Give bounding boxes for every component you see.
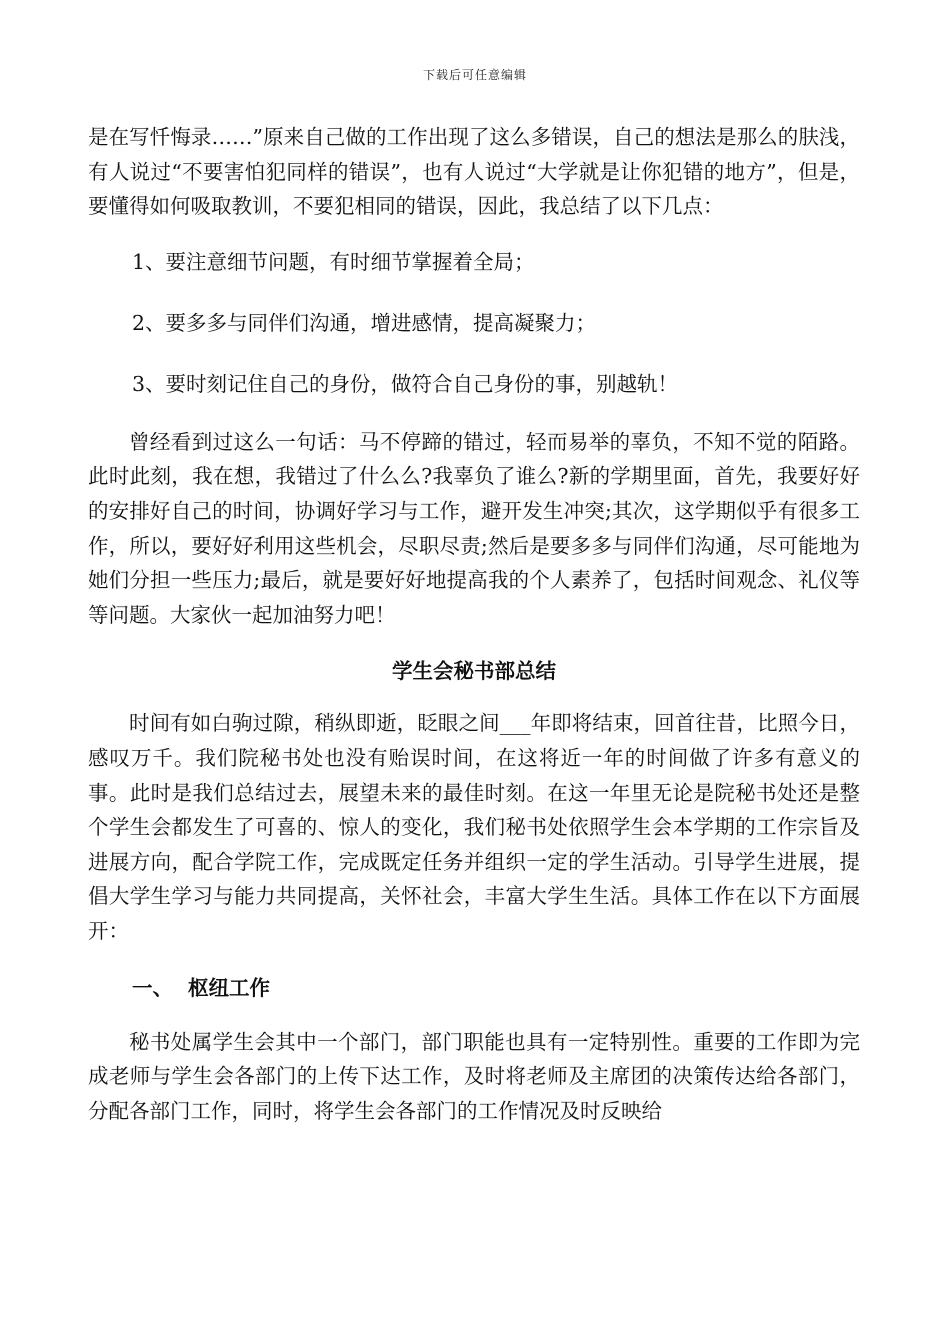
section-heading-hub-work [88, 971, 860, 1005]
paragraph-resolution: 曾经看到过这么一句话：马不停蹄的错过，轻而易举的辜负，不知不觉的陌路。此时此刻，我在想，我错过了什么么?我辜负了谁么?新的学期里面，首先，我要好好的安排好自己的时间，协调好学习与工作，避开发生冲突;其次，这学期似乎有很多工作，所以，要好好利用这些机会，尽职尽责;然后是要多多与同伴们沟通，尽可能地为她们分担一些压力;最后，就是要好好地提高我的个人素养了，包括时间观念、礼仪等等问题。大家伙一起加油努力吧！ [88, 429, 860, 627]
list-item-1: 1、要注意细节问题，有时细节掌握着全局； [132, 249, 535, 274]
paragraph-reflection: 是在写忏悔录……”原来自己做的工作出现了这么多错误，自己的想法是那么的肤浅，有人说过“不要害怕犯同样的错误”，也有人说过“大学就是让你犯错的地方”，但是，要懂得如何吸取教训，不要犯相同的错误，因此，我总结了以下几点： [88, 125, 860, 219]
paragraph-summary-intro: 时间有如白驹过隙，稍纵即逝，眨眼之间___年即将结束，回首往昔，比照今日，感叹万千。我们院秘书处也没有贻误时间，在这将近一年的时间做了许多有意义的事。此时是我们总结过去，展望未来的最佳时刻。在这一年里无论是院秘书处还是整个学生会都发生了可喜的、惊人的变化，我们秘书处依照学生会本学期的工作宗旨及进展方向，配合学院工作，完成既定任务并组织一定的学生活动。引导学生进展，提倡大学生学习与能力共同提高，关怀社会，丰富大学生生活。具体工作在以下方面展开： [88, 711, 860, 943]
list-item-3: 3、要时刻记住自己的身份，做符合自己身份的事，别越轨！ [132, 371, 679, 396]
document-body [88, 120, 860, 1128]
section-title: 学生会秘书部总结 [392, 659, 556, 684]
header-note: 下载后可任意编辑 [422, 68, 527, 82]
section-heading-label: 枢纽工作 [188, 975, 270, 1000]
list-item-2: 2、要多多与同伴们沟通，增进感情，提高凝聚力； [132, 310, 597, 335]
section-number: 一、 [132, 975, 173, 1000]
paragraph-hub-work: 秘书处属学生会其中一个部门，部门职能也具有一定特别性。重要的工作即为完成老师与学生会各部门的上传下达工作，及时将老师及主席团的决策传达给各部门，分配各部门工作，同时，将学生会各部门的工作情况及时反映给 [88, 1029, 860, 1123]
